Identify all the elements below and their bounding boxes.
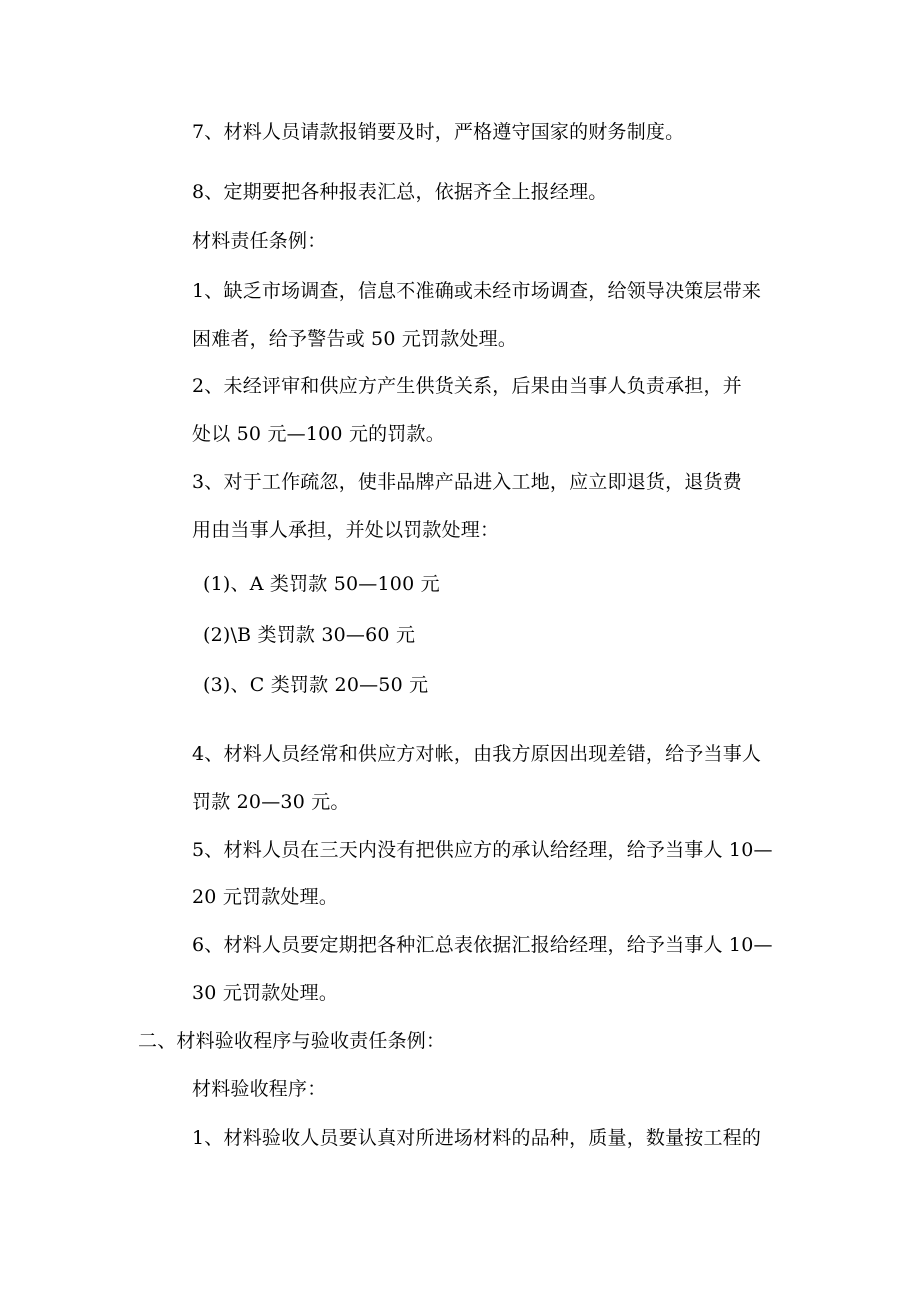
clause-6-line-1: 6、材料人员要定期把各种汇总表依据汇报给经理，给予当事人 10—: [192, 934, 773, 956]
section-heading-acceptance: 二、材料验收程序与验收责任条例：: [138, 1030, 446, 1052]
clause-4-line-2: 罚款 20—30 元。: [192, 791, 350, 813]
item-7-text: 7、材料人员请款报销要及时，严格遵守国家的财务制度。: [192, 121, 685, 143]
clause-1-line-1: 1、缺乏市场调查，信息不准确或未经市场调查，给领导决策层带来: [192, 280, 762, 302]
clause-2-line-1: 2、未经评审和供应方产生供货关系，后果由当事人负责承担，并: [192, 375, 742, 397]
clause-2-line-2: 处以 50 元—100 元的罚款。: [192, 423, 445, 445]
clause-5-line-1: 5、材料人员在三天内没有把供应方的承认给经理，给予当事人 10—: [192, 839, 773, 861]
clause-1-line-2: 困难者，给予警告或 50 元罚款处理。: [192, 328, 518, 350]
procedure-1-line-1: 1、材料验收人员要认真对所进场材料的品种，质量，数量按工程的: [192, 1127, 762, 1149]
subsection-title-acceptance-procedure: 材料验收程序：: [192, 1078, 327, 1100]
clause-5-line-2: 20 元罚款处理。: [192, 886, 339, 908]
clause-3-line-2: 用由当事人承担，并处以罚款处理：: [192, 519, 500, 541]
penalty-category-c: (3)、C 类罚款 20—50 元: [203, 674, 429, 696]
clause-3-line-1: 3、对于工作疏忽，使非品牌产品进入工地，应立即退货，退货费: [192, 471, 742, 493]
penalty-category-a: (1)、A 类罚款 50—100 元: [203, 573, 440, 595]
clause-4-line-1: 4、材料人员经常和供应方对帐，由我方原因出现差错，给予当事人: [192, 743, 762, 765]
clause-6-line-2: 30 元罚款处理。: [192, 982, 339, 1004]
section-title-material-responsibility: 材料责任条例：: [192, 230, 327, 252]
item-8-text: 8、定期要把各种报表汇总，依据齐全上报经理。: [192, 181, 608, 203]
penalty-category-b: (2)\B 类罚款 30—60 元: [203, 624, 416, 646]
